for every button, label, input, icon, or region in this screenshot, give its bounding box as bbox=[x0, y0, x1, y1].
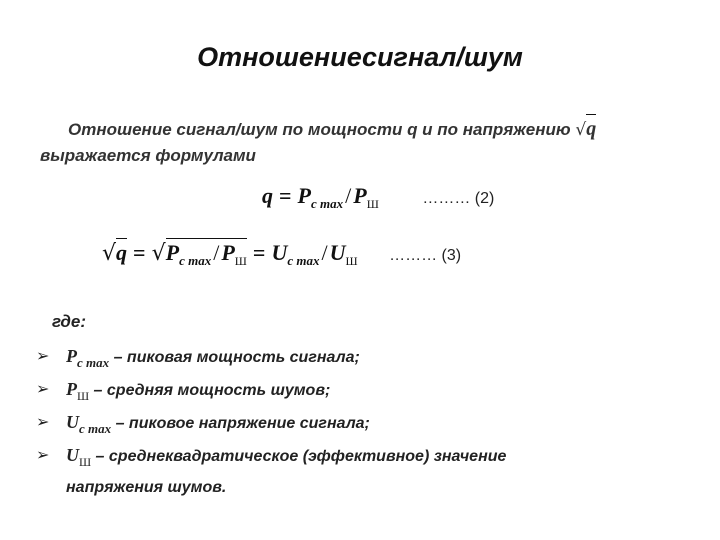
f2-p2: P bbox=[353, 183, 367, 208]
formula-3 bbox=[102, 238, 461, 269]
f3-sqrt-lhs bbox=[102, 238, 127, 266]
f3-p2: P bbox=[221, 240, 235, 265]
f3-lhs: q bbox=[116, 240, 128, 265]
definitions-list bbox=[36, 343, 706, 501]
radical-icon: √ bbox=[575, 120, 587, 140]
f2-p2-sub: Ш bbox=[366, 197, 379, 211]
item-text: – пиковое напряжение сигнала; bbox=[111, 415, 370, 432]
item-symbol-sub: Ш bbox=[79, 455, 92, 469]
f2-p-sub: c max bbox=[311, 196, 344, 211]
intro-paragraph bbox=[40, 114, 700, 169]
f3-u2-sub: Ш bbox=[345, 254, 358, 268]
item-symbol-sub: Ш bbox=[77, 389, 90, 403]
f2-lhs: q bbox=[262, 183, 273, 208]
f2-equals: = bbox=[279, 183, 292, 208]
radical-icon: √ bbox=[102, 241, 117, 266]
f3-p2-sub: Ш bbox=[234, 254, 247, 268]
item-text: – пиковая мощность сигнала; bbox=[109, 349, 360, 366]
item-symbol: P bbox=[66, 346, 77, 366]
intro-text: Отношение сигнал/шум по мощности q и по напряжению bbox=[68, 120, 571, 139]
f2-p: P bbox=[297, 183, 311, 208]
f3-u2: U bbox=[329, 240, 346, 265]
list-item bbox=[36, 343, 706, 376]
f3-p-sub: c max bbox=[179, 253, 212, 268]
item-symbol: P bbox=[66, 379, 77, 399]
radical-icon: √ bbox=[151, 241, 166, 266]
q-symbol: q bbox=[586, 118, 597, 140]
f3-p: P bbox=[165, 240, 180, 265]
item-symbol: U bbox=[66, 445, 79, 465]
arrow-bullet-icon: ➢ bbox=[36, 445, 50, 464]
where-label: где: bbox=[52, 312, 87, 331]
arrow-bullet-icon: ➢ bbox=[36, 346, 50, 365]
f3-u-sub: c max bbox=[287, 253, 320, 268]
formula-2 bbox=[262, 183, 494, 212]
intro-line-1 bbox=[40, 114, 700, 143]
sqrt-q-inline bbox=[575, 114, 596, 143]
arrow-bullet-icon: ➢ bbox=[36, 412, 50, 431]
item-text-continuation: напряжения шумов. bbox=[66, 479, 227, 496]
f3-u: U bbox=[271, 240, 288, 265]
f3-equals: = bbox=[133, 240, 146, 265]
f2-slash: / bbox=[345, 183, 352, 208]
item-text: – среднеквадратическое (эффективное) значение bbox=[91, 448, 507, 465]
f3-equals-2: = bbox=[252, 240, 266, 265]
f3-slash-2: / bbox=[321, 240, 328, 265]
arrow-bullet-icon: ➢ bbox=[36, 379, 50, 398]
item-symbol-sub: c max bbox=[79, 421, 112, 436]
intro-line-2: выражается формулами bbox=[40, 146, 256, 165]
f3-sqrt-rhs bbox=[152, 238, 247, 269]
formula-2-ref: ……… (2) bbox=[422, 190, 495, 207]
formula-3-ref: ……… (3) bbox=[389, 247, 462, 264]
list-item bbox=[36, 442, 706, 501]
list-item bbox=[36, 409, 706, 442]
item-text: – средняя мощность шумов; bbox=[89, 382, 331, 399]
item-symbol-sub: c max bbox=[77, 355, 110, 370]
slide-title: Отношениесигнал/шум bbox=[197, 42, 523, 72]
list-item bbox=[36, 376, 706, 409]
item-symbol: U bbox=[66, 412, 79, 432]
f3-slash: / bbox=[213, 240, 220, 265]
